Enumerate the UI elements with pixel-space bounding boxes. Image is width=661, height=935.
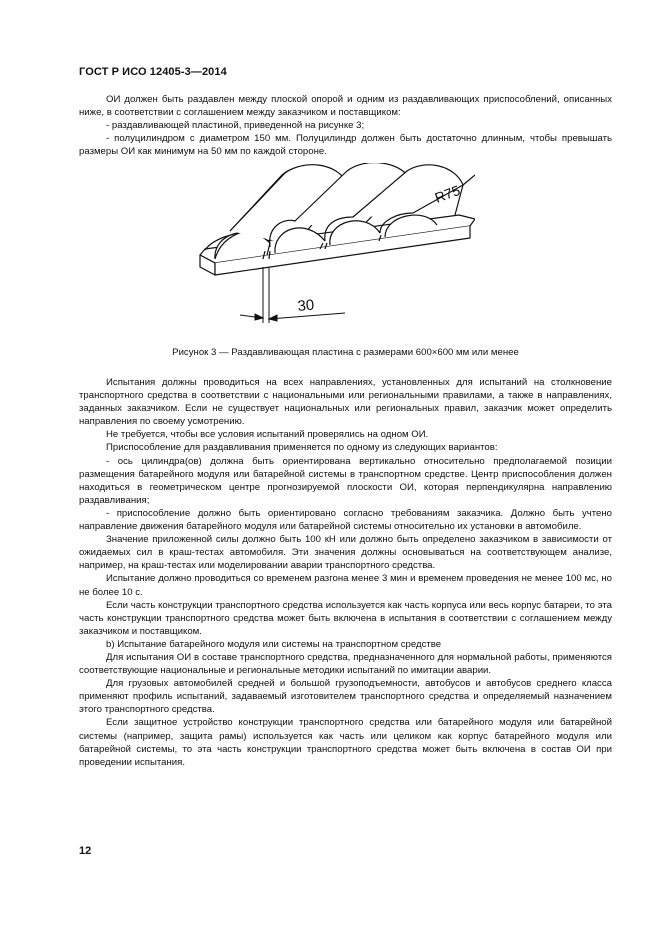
paragraph: Если часть конструкции транспортного средства используется как часть корпуса или весь корпус батареи, то эта часть конструкции транспортного средства может быть включена в испытания в соответствии с соглашением между заказчиком и поставщиком. <box>79 599 612 637</box>
paragraph: - полуцилиндром с диаметром 150 мм. Полуцилиндр должен быть достаточно длинным, чтобы превышать размеры ОИ как минимум на 50 мм по каждой стороне. <box>79 133 612 158</box>
dimension-label-radius: R75 <box>432 181 463 206</box>
paragraph: Не требуется, чтобы все условия испытаний проверялись на одном ОИ. <box>106 429 429 441</box>
paragraph: Если защитное устройство конструкции транспортного средства или батарейного модуля или батарейной системы (например, защита рамы) используется как часть или целиком как корпус батарейного модуля или батарейной системы, то эта часть конструкции транспортного средства может быть включена в состав ОИ при проведении испытания. <box>79 717 612 768</box>
figure-caption: Рисунок 3 — Раздавливающая пластина с размерами 600×600 мм или менее <box>172 347 519 358</box>
paragraph: - ось цилиндра(ов) должна быть ориентирована вертикально относительно предполагаемой позиции размещения батарейного модуля или батарейной системы в транспортном средстве. Центр приспособления должен находиться в геометрическом центре прогнозируемой плоскости ОИ, которая перпендикулярна направлению раздавливания; <box>79 455 612 506</box>
paragraph: - раздавливающей пластиной, приведенной на рисунке 3; <box>106 120 365 132</box>
intro-text-block <box>79 93 612 158</box>
dimension-label-width: 30 <box>296 296 315 315</box>
paragraph: Для испытания ОИ в составе транспортного средства, предназначенного для нормальной работы, применяются соответствующие национальные и региональные методики испытаний по имитации аварии. <box>79 651 612 677</box>
page-number: 12 <box>79 845 92 857</box>
paragraph: Значение приложенной силы должно быть 100 кН или должно быть определено заказчиком в зависимости от ожидаемых сил в краш-тестах автомобиля. Эти значения должны основываться на соответствующем анализе, например, на краш-тестах или моделировании аварии транспортного средства. <box>79 534 612 572</box>
main-text-block <box>79 376 612 769</box>
paragraph: Испытание должно проводиться со временем разгона менее 3 мин и временем проведения не менее 100 мс, но не более 10 с. <box>79 573 612 598</box>
paragraph: b) Испытание батарейного модуля или системы на транспортном средстве <box>106 638 442 650</box>
paragraph: Испытания должны проводиться на всех направлениях, установленных для испытаний на столкновение транспортного средства в соответствии с национальными или региональными правилами, а также в направлениях, заданных заказчиком. Если не существует национальных или региональных правил, заказчик может определить направления по своему усмотрению. <box>79 377 612 428</box>
figure-crushing-plate <box>175 163 475 333</box>
crushing-plate-drawing <box>175 163 475 333</box>
paragraph: - приспособление должно быть ориентировано согласно требованиям заказчика. Должно быть учтено направление движения батарейного модуля или батарейной системы относительно их установки в автомобиле. <box>79 507 612 533</box>
paragraph: ОИ должен быть раздавлен между плоской опорой и одним из раздавливающих приспособлений, описанных ниже, в соответствии с соглашением между заказчиком и поставщиком: <box>79 94 612 119</box>
paragraph: Приспособление для раздавливания применяется по одному из следующих вариантов: <box>106 442 498 454</box>
standard-header: ГОСТ Р ИСО 12405-3—2014 <box>79 66 227 78</box>
paragraph: Для грузовых автомобилей средней и большой грузоподъемности, автобусов и автобусов среднего класса применяют профиль испытаний, задаваемый изготовителем транспортного средства и определяемый назначением этого транспортного средства. <box>79 678 612 716</box>
